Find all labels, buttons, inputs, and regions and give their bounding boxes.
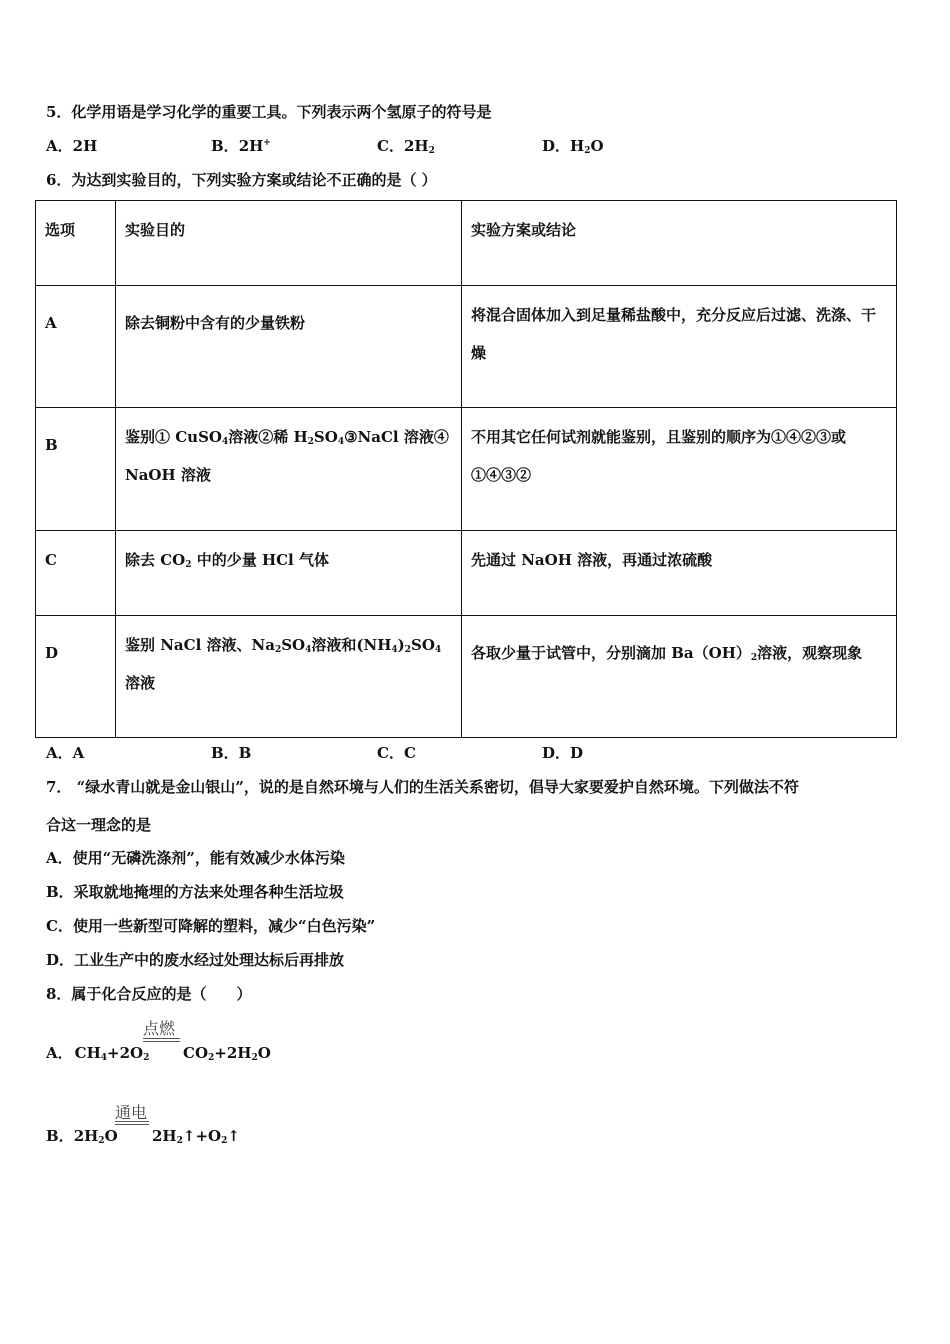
text: SO [313, 428, 338, 446]
q7-stem-line1: 7． “绿水青山就是金山银山”，说的是自然环境与人们的生活关系密切，倡导大家要爱护自然环境。下列做法不符 [46, 778, 799, 796]
text: +2O [107, 1044, 144, 1062]
subscript: 2 [307, 437, 314, 447]
row-purpose [116, 408, 462, 531]
header-purpose: 实验目的 [116, 201, 462, 286]
q6-option-b[interactable]: B．B [211, 744, 252, 762]
row-purpose: 除去铜粉中含有的少量铁粉 [116, 286, 462, 408]
q7-stem-line2: 合这一理念的是 [46, 816, 152, 834]
q8-option-a-products [183, 1043, 271, 1063]
option-label: A． [46, 137, 73, 155]
reaction-condition: 通电 [115, 1103, 148, 1122]
subscript: 4 [337, 437, 345, 447]
text: ↑ [227, 1127, 240, 1145]
subscript: 4 [391, 645, 398, 655]
q5-stem: 5．化学用语是学习化学的重要工具。下列表示两个氢原子的符号是 [46, 103, 492, 121]
option-label: C． [377, 137, 404, 155]
subscript: 4 [305, 645, 312, 655]
row-option: C [36, 531, 116, 616]
q8-option-a[interactable] [46, 1043, 149, 1063]
text: 溶液 [125, 674, 156, 692]
q7-option-a[interactable]: A．使用“无磷洗涤剂”，能有效减少水体污染 [46, 849, 345, 867]
q6-option-c[interactable]: C．C [377, 744, 416, 762]
row-purpose [116, 616, 462, 738]
experiment-table [35, 200, 897, 738]
text: 鉴别① CuSO [125, 428, 222, 446]
row-option: D [36, 616, 116, 738]
row-plan: 将混合固体加入到足量稀盐酸中，充分反应后过滤、洗涤、干燥 [462, 286, 897, 408]
option-text: O [590, 137, 604, 155]
text: 鉴别 NaCl 溶液、Na [125, 636, 275, 654]
subscript: 2 [208, 1053, 215, 1063]
q6-option-a[interactable]: A．A [46, 744, 85, 762]
row-option: A [36, 286, 116, 408]
equals-line [115, 1121, 149, 1123]
subscript: 2 [750, 653, 758, 663]
text: ) [397, 636, 405, 654]
subscript: 2 [143, 1053, 150, 1063]
table-row-b [36, 408, 897, 531]
text: 溶液②稀 H [228, 428, 308, 446]
reaction-condition: 点燃 [143, 1019, 176, 1038]
option-label: B． [211, 137, 239, 155]
table-header-row [36, 201, 897, 286]
text: 中的少量 HCl 气体 [191, 551, 329, 569]
row-plan [462, 616, 897, 738]
subscript: 4 [221, 437, 229, 447]
text: 2H [152, 1127, 177, 1145]
header-option: 选项 [36, 201, 116, 286]
q8-option-b[interactable] [46, 1126, 118, 1146]
text: ↑+O [182, 1127, 222, 1145]
q5-option-d[interactable] [542, 136, 604, 156]
subscript: 4 [434, 645, 442, 655]
row-plan: 不用其它任何试剂就能鉴别，且鉴别的顺序为①④②③或①④③② [462, 408, 897, 531]
option-label: D． [542, 137, 571, 155]
option-text: 2H [403, 137, 429, 155]
subscript: 2 [274, 645, 282, 655]
q5-option-b[interactable] [211, 136, 271, 156]
subscript: 2 [185, 560, 192, 570]
q8-stem: 8．属于化合反应的是（ ） [46, 985, 252, 1003]
table-row-c [36, 531, 897, 616]
q5-option-c[interactable] [377, 136, 435, 156]
q5-option-a[interactable] [46, 136, 97, 156]
subscript: 2 [584, 146, 591, 156]
row-option: B [36, 408, 116, 531]
option-text: 2H [72, 137, 98, 155]
option-label: A． [46, 1044, 73, 1062]
text: CO [183, 1044, 209, 1062]
q6-stem: 6．为达到实验目的，下列实验方案或结论不正确的是（ ） [46, 171, 437, 189]
equals-line [143, 1038, 180, 1040]
q6-option-d[interactable]: D．D [542, 744, 584, 762]
text: 各取少量于试管中，分别滴加 Ba（OH） [471, 644, 751, 662]
subscript: 2 [404, 645, 412, 655]
subscript: 2 [176, 1136, 183, 1146]
text: O [104, 1127, 118, 1145]
text: ③NaCl 溶液④ NaOH 溶液 [125, 428, 449, 484]
text: 2H [73, 1127, 99, 1145]
text: +2H [214, 1044, 252, 1062]
option-text: H [570, 137, 585, 155]
q7-option-c[interactable]: C．使用一些新型可降解的塑料，减少“白色污染” [46, 917, 376, 935]
subscript: 2 [221, 1136, 228, 1146]
text: O [257, 1044, 271, 1062]
text: 溶液，观察现象 [757, 644, 863, 662]
option-text: 2H [238, 137, 264, 155]
text: SO [411, 636, 435, 654]
superscript: + [263, 138, 271, 148]
q7-option-d[interactable]: D．工业生产中的废水经过处理达标后再排放 [46, 951, 345, 969]
subscript: 2 [251, 1053, 258, 1063]
text: 溶液和(NH [311, 636, 392, 654]
subscript: 2 [98, 1136, 105, 1146]
row-plan: 先通过 NaOH 溶液，再通过浓硫酸 [462, 531, 897, 616]
q8-option-b-products [152, 1126, 240, 1146]
subscript: 2 [428, 146, 435, 156]
text: 除去 CO [125, 551, 186, 569]
text: CH [74, 1044, 101, 1062]
table-row-a [36, 286, 897, 408]
equals-line [115, 1124, 149, 1126]
subscript: 4 [100, 1053, 108, 1063]
text: SO [281, 636, 306, 654]
table-row-d [36, 616, 897, 738]
row-purpose [116, 531, 462, 616]
header-plan: 实验方案或结论 [462, 201, 897, 286]
option-label: B． [46, 1127, 74, 1145]
q7-option-b[interactable]: B．采取就地掩埋的方法来处理各种生活垃圾 [46, 883, 344, 901]
